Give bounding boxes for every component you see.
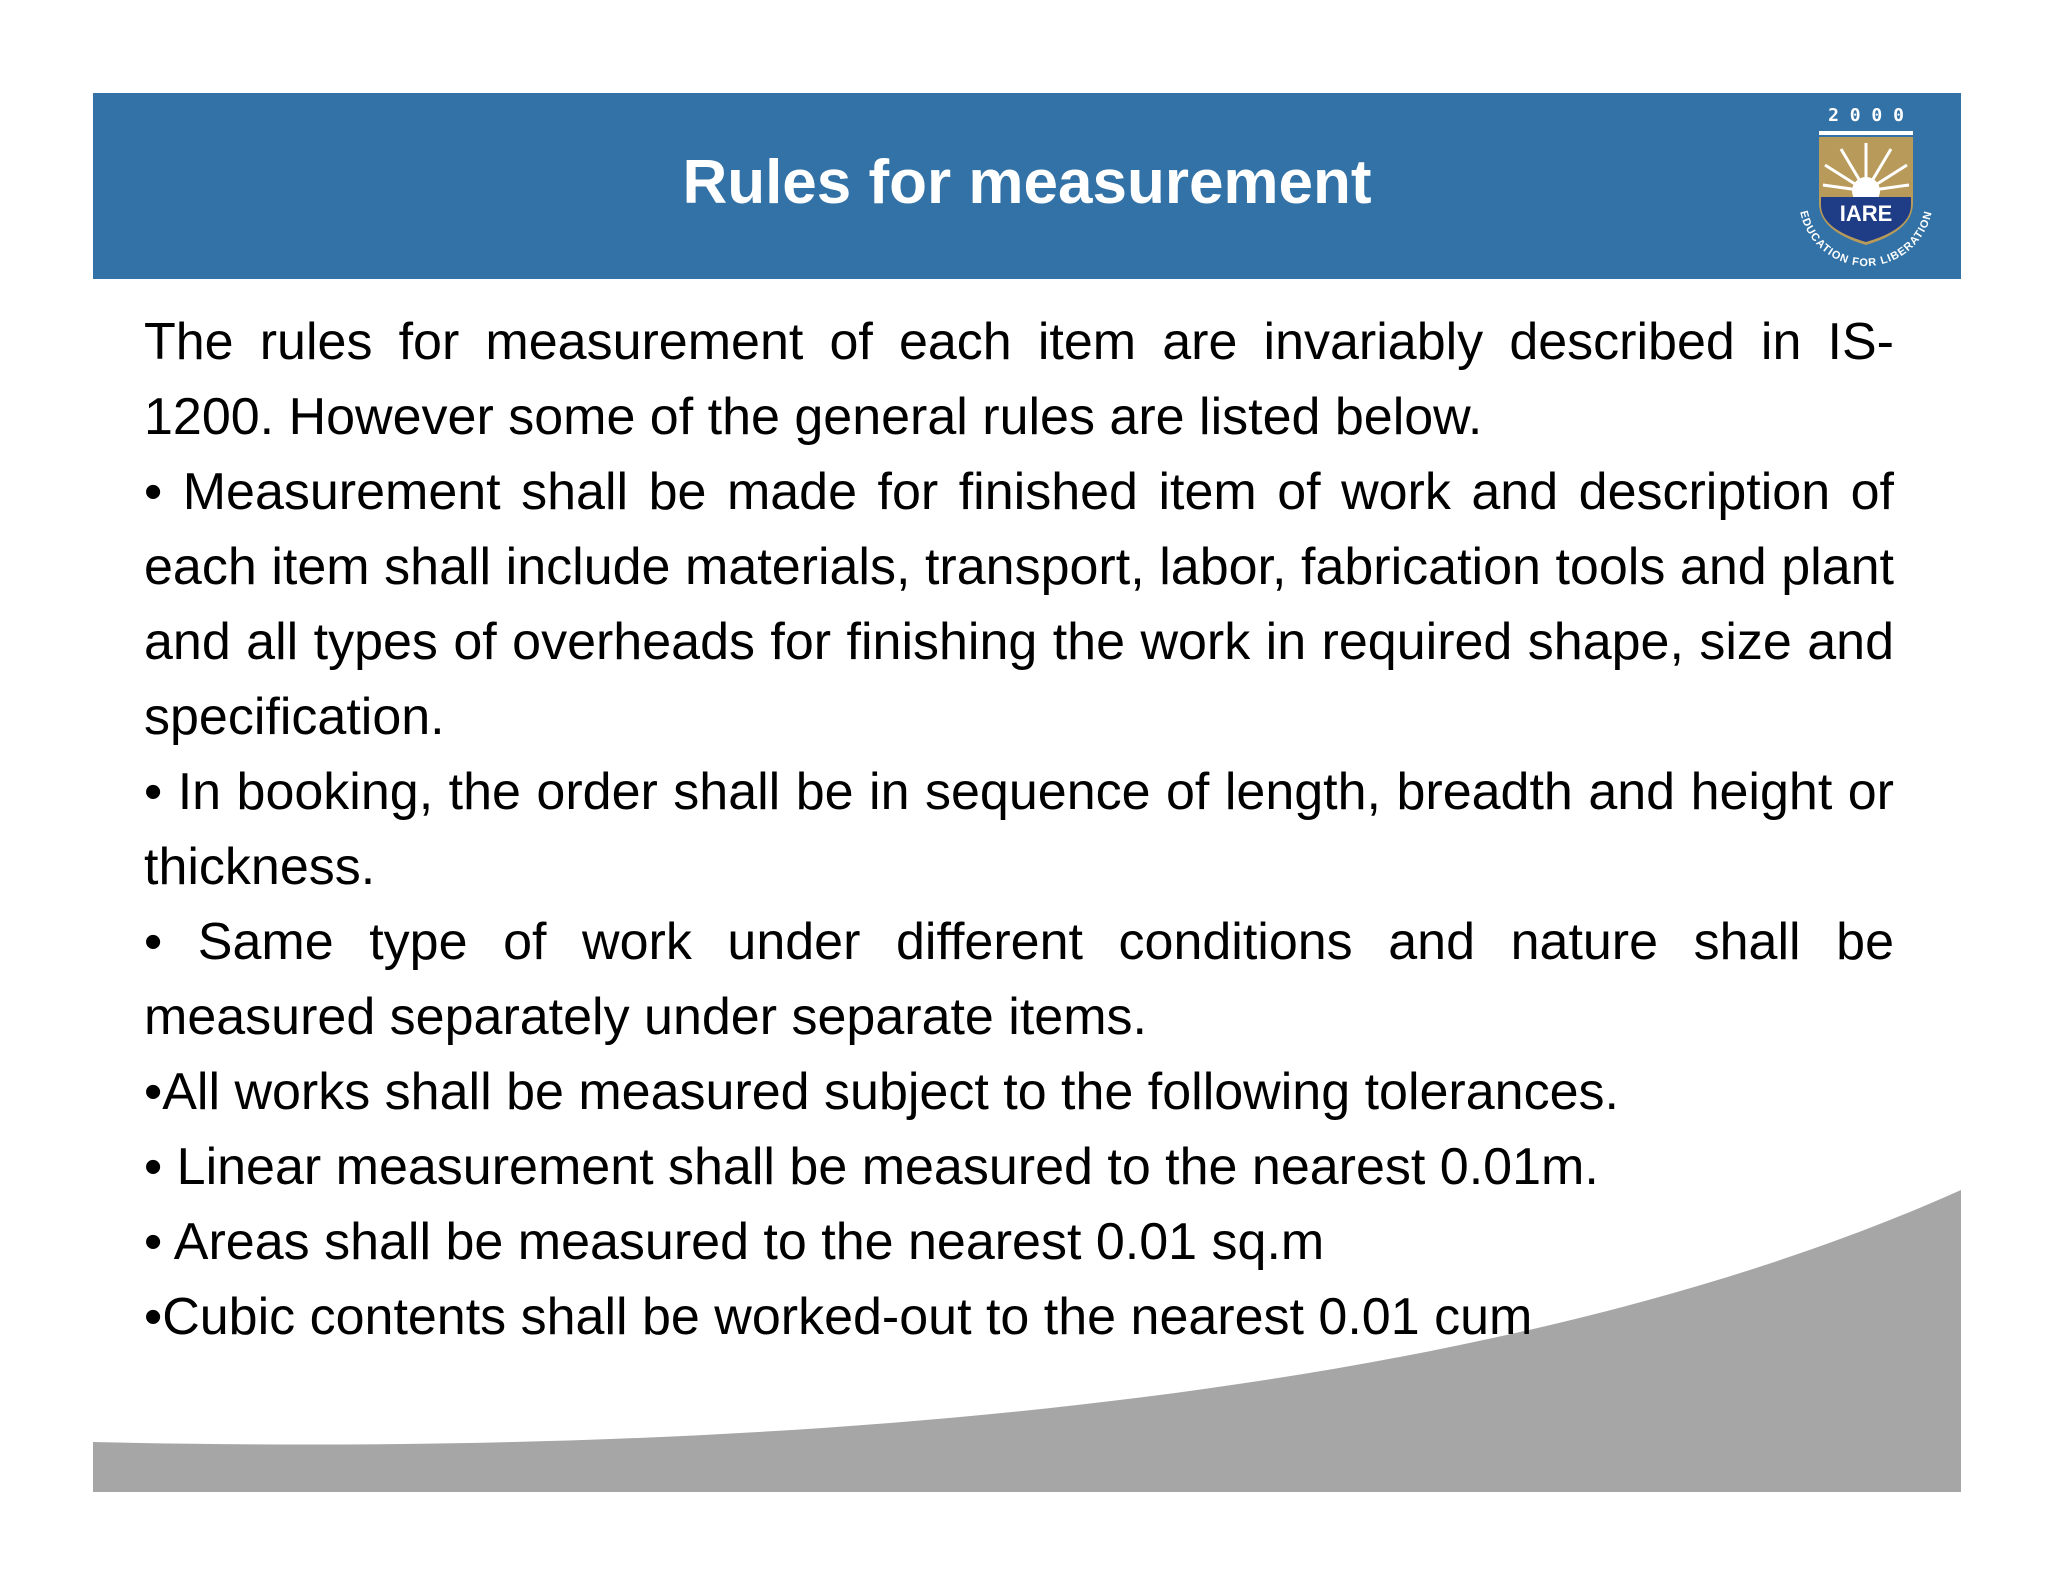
logo-year: 2 0 0 0 [1828,105,1904,126]
body-text [144,305,1894,1355]
slide-header [93,93,1961,279]
bullet-tolerances: •All works shall be measured subject to the following tolerances. [144,1063,1619,1121]
slide-title: Rules for measurement [682,148,1372,217]
bullet-areas: • Areas shall be measured to the nearest 0.01 sq.m [144,1213,1325,1271]
bullet-booking-order: • In booking, the order shall be in sequence of length, breadth and height or thickness. [144,763,1894,896]
iare-logo [1781,99,1951,275]
logo-motto: EDUCATION FOR LIBERATION [1797,209,1935,270]
bullet-same-type-work: • Same type of work under different conditions and nature shall be measured separately under separate items. [144,913,1894,1046]
logo-name: IARE [1839,201,1893,226]
bullet-measurement-finished-item: • Measurement shall be made for finished item of work and description of each item shall include materials, transport, labor, fabrication tools and plant and all types of overheads for finishing the work in required shape, size and specification. [144,463,1894,746]
intro-paragraph: The rules for measurement of each item are invariably described in IS- 1200. However some of the general rules are listed below. [144,313,1894,446]
bullet-linear-measurement: • Linear measurement shall be measured to the nearest 0.01m. [144,1138,1599,1196]
bullet-cubic-contents: •Cubic contents shall be worked-out to the nearest 0.01 cum [144,1288,1533,1346]
